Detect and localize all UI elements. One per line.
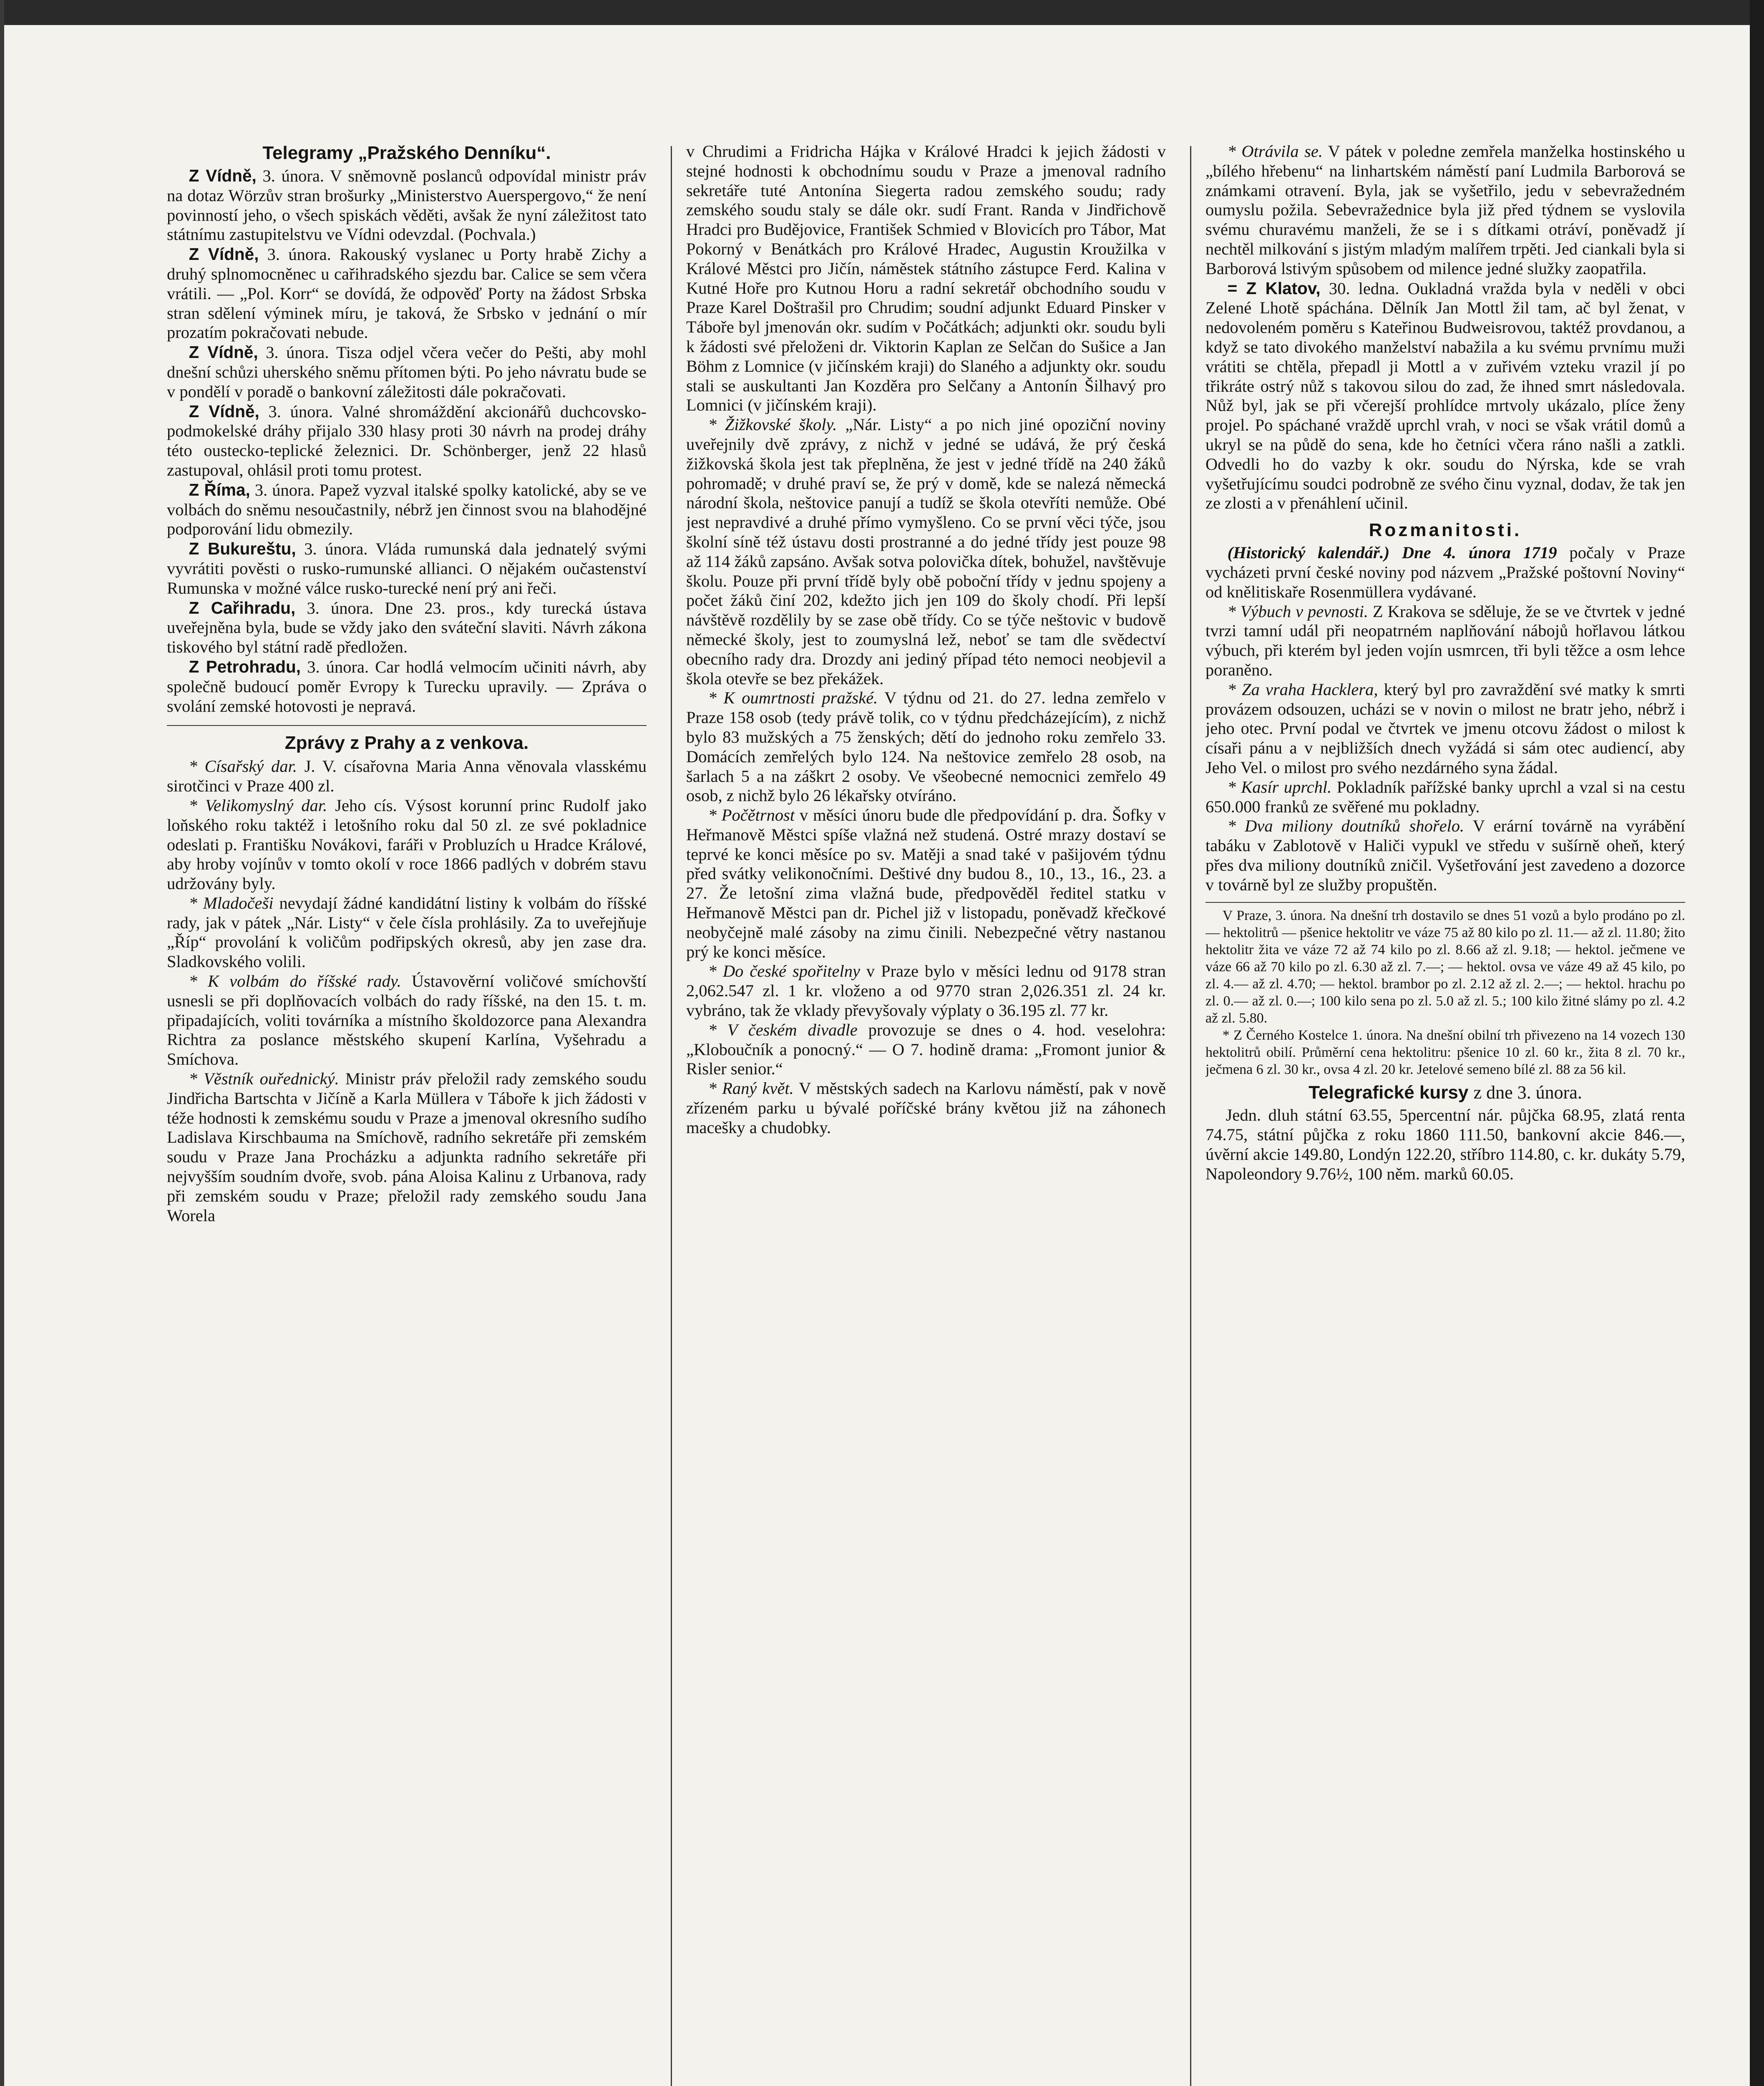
news-item: * Věstník ouřednický. Ministr práv přeložil rady zemského soudu Jindřicha Bartschta v Jičíně a Karla Müllera v Táboře k jich žádosti v téže hodnosti k zemskému soudu v Praze a jmenoval okresního sudího Ladislava Kirschbauma na Smíchově, radního sekretáře při zemském soudu v Praze Jana Procházku a adjunkta radního sekretáře při nejvyšším soudním dvoře, svob. pána Aloisa Kalinu z Urbanova, rady při zemském soudu v Praze; přeložil rady zemského soudu Jana Worela: [167, 1069, 647, 1225]
news-item: * Mladočeši nevydají žádné kandidátní listiny k volbám do říšské rady, jak v pátek „Nár. Listy“ v čele čísla prohlásily. Za to uveřejňuje „Říp“ provolání k voličům podřipských okresů, aby jen zase dra. Sladkovského volili.: [167, 893, 647, 971]
news-item: * Do české spořitelny v Praze bylo v měsíci lednu od 9178 stran 2,062.547 zl. 1 kr. vloženo a od 9770 stran 2,026.351 zl. 24 kr. vybráno, tak že vklady převyšovaly výplaty o 36.195 zl. 77 kr.: [686, 962, 1166, 1020]
telegram-item: Z Říma, 3. února. Papež vyzval italské spolky katolické, aby se ve volbách do sněmu nesoučastnily, nébrž jen činnost svou na blahodějné podporování lidu obmezily.: [167, 480, 647, 539]
news-item: * V českém divadle provozuje se dnes o 4. hod. veselohra: „Kloboučník a ponocný.“ — O 7. hodině drama: „Fromont junior & Risler senior.“: [686, 1020, 1166, 1078]
exchange-rates-text: Jedn. dluh státní 63.55, 5percentní nár. půjčka 68.95, zlatá renta 74.75, státní půjčka z roku 1860 111.50, bankovní akcie 846.—, úvěrní akcie 149.80, Londýn 122.20, stříbro 114.80, c. kr. dukáty 5.79, Napoleondory 9.76½, 100 něm. marků 60.05.: [1205, 1106, 1685, 1183]
news-item: * Žižkovské školy. „Nár. Listy“ a po nich jiné opoziční noviny uveřejnily dvě zprávy, z nichž v jedné se udává, že prý česká žižkovská škola jest tak přeplněna, že jest v jedné třídě na 240 žáků pohromadě; v druhé praví se, že prý v domě, kde se nalezá německá národní škola, neštovice panují a tudíž se škola otevříti nemůže. Obé jest nepravdivé a druhé přímo vymyšleno. Co se první věci týče, jsou školní síně též ústavu dosti prostranné a do jedné třídy jest pouze 98 až 114 žáků zapsáno. Avšak sotva polovička dítek, bohužel, navštěvuje školu. Pouze při první třídě byly obě poboční třídy v jednu spojeny a počet žáků činí 202, kdežto jich jen 109 do školy chodí. Při lepší návštěvě rozdělily by se zase obě třídy. Co se týče neštovic v budově německé školy, jest to zoumyslná lež, neboť se tam dle svědectví obecního rady dra. Drozdy ani jediný případ této nemoci neobjevil a škola otevře se bez překážek.: [686, 415, 1166, 688]
telegram-heading: Telegramy „Pražského Denníku“.: [262, 143, 551, 163]
rozmanitosti-list: [1205, 543, 1685, 894]
news-item: * Raný květ. V městských sadech na Karlovu náměstí, pak v nově zřízeném parku u bývalé poříčské brány květou již na záhonech macešky a chudobky.: [686, 1079, 1166, 1137]
news-item: * Počětrnost v měsíci únoru bude dle předpovídání p. dra. Šofky v Heřmanově Městci spíše vlažná než studená. Ostré mrazy dostaví se teprvé ke konci měsíce po sv. Matěji a snad také v pašijovém týdnu před svátky velikonočními. Deštivé dny budou 8., 10., 13., 16., 23. a 27. Že letošní zima vlažná bude, předpověděl ředitel statku v Heřmanově Městci pan dr. Pichel již v listopadu, poněvadž křečkové neobyčejně malé zásoby na zimu činili. Nebezpečné větry nastanou prý ke konci měsíce.: [686, 806, 1166, 961]
news-item: * K oumrtnosti pražské. V týdnu od 21. do 27. ledna zemřelo v Praze 158 osob (tedy právě tolik, co v týdnu předcházejícím), z nichž bylo 83 mužských a 75 ženských; dětí do jednoho roku zemřelo 33. Domácích zemřelých bylo 124. Na neštovice zemřelo 28 osob, na šarlach 5 a na záškrt 2 osoby. Ve všeobecné nemocnici zemřelo 49 osob, z nichž bylo 26 lékařsky otvíráno.: [686, 688, 1166, 805]
exchange-rates-date: z dne 3. února.: [1473, 1082, 1582, 1103]
column-2: [686, 142, 1166, 2086]
news-item: * Císařský dar. J. V. císařovna Maria Anna věnovala vlasskému sirotčinci v Praze 400 zl.: [167, 757, 647, 796]
news-item: * Velikomyslný dar. Jeho cís. Výsost korunní princ Rudolf jako loňského roku taktéž i letošního roku dal 50 zl. ze své pokladnice odeslati p. Františku Novákovi, faráři v Probluzích u Hradce Králové, aby hroby vojínův v tomto okolí v roce 1866 padlých v dobrém stavu udržovány byly.: [167, 796, 647, 893]
local-news-list: [167, 757, 647, 1225]
scan-left-edge: [0, 0, 4, 2086]
rozmanitosti-heading: Rozmanitosti.: [1369, 520, 1522, 541]
exchange-rates: [1205, 1081, 1685, 1184]
telegram-item: Z Vídně, 3. února. Rakouský vyslanec u Porty hrabě Zichy a druhý splnomocněnec u cařihradského sjezdu bar. Calice se sem včera vrátili. — „Pol. Korr“ se dovídá, že odpověď Porty na žádost Srbska stran sdělení výminek míru, je taková, že Srbsko v jednání o mír prozatím pokračovati nebude.: [167, 244, 647, 342]
newspaper-page: [167, 142, 1685, 2086]
column-rule: [671, 146, 672, 2086]
rozmanitosti-item: * Za vraha Hacklera, který byl pro zavraždění své matky k smrti provázem odsouzen, ucházi se v novin o milost ne bratr jeho, nébrž i jeho otec. První podal ve čtvrtek ve jmenu otcovu žádost o milost k císaři pánu a v nejbližších dnech vyžádá si sám otec audiencí, aby Jeho Vel. o milost pro svého nezdárného syna žádal.: [1205, 680, 1685, 777]
column-3: [1205, 142, 1685, 2086]
news-item: * K volbám do říšské rady. Ústavověrní voličové smíchovští usnesli se při doplňovacích volbách do rady říšské, na den 15. t. m. připadajících, voliti továrníka a místního školdozorce pana Alexandra Richtra za poslance městského skupení Karlína, Vyšehradu a Smíchova.: [167, 972, 647, 1069]
rozmanitosti-item: * Výbuch v pevnosti. Z Krakova se sděluje, že se ve čtvrtek v jedné tvrzi tamní udál při neopatrném naplňování nábojů hořlavou látkou výbuch, při kterém byl jeden vojín usmrcen, tři byli těžce a osm lehce poraněno.: [1205, 602, 1685, 679]
rozmanitosti-item: (Historický kalendář.) Dne 4. února 1719 počaly v Praze vycházeti první české noviny pod názvem „Pražské poštovní Noviny“ od knělitiskaře Rosenmüllera vydávané.: [1205, 543, 1685, 601]
scan-right-edge: [1750, 0, 1764, 2086]
scan-top-edge: [0, 0, 1764, 25]
telegram-item: Z Vídně, 3. února. Valné shromáždění akcionářů duchcovsko-podmokelské dráhy přijalo 330 hlasy proti 30 návrh na prodej dráhy této oustecko-teplické železnici. Dr. Schönberger, jenž 22 hlasů zastupoval, ohlásil proti tomu protest.: [167, 401, 647, 479]
exchange-rates-heading: Telegrafické kursy z dne 3. února.: [1309, 1082, 1582, 1103]
news-item: = Z Klatov, 30. ledna. Oukladná vražda byla v neděli v obci Zelené Lhotě spáchána. Dělník Jan Mottl žil tam, ač byl ženat, v nedovoleném poměru s Kateřinou Budweisrovou, taktéž provdanou, a když se tato divokého manželství nabažila a ku svému prvnímu muži vrátiti se chtěla, přepadl ji Mottl a v zuřivém vzteku vrazil jí po třikráte ostrý nůž s takovou silou do zad, že ihned smrt následovala. Nůž byl, jak se při včerejší prohlídce mrtvoly ukázalo, plíce ženy projel. Po spáchané vraždě uprchl vrah, v noci se však vrátil domů a ukryl se na půdě do sena, kde ho četníci včera ráno našli a zatkli. Odvedli ho do vazby k okr. soudu do Nýrska, kde se vrah vyšetřujícímu soudci podrobně ze svého činu vyznal, dodav, že tak jen ze zlosti a v přenáhlení učinil.: [1205, 278, 1685, 513]
telegram-item: Z Vídně, 3. února. V sněmovně poslanců odpovídal ministr práv na dotaz Wörzův stran brošurky „Ministerstvo Auerspergovo,“ že není povinností jeho, o všech spiskách věděti, avšak že nyní záležitost tato státnímu zastupitelstvu ve Vídni odevzdal. (Pochvala.): [167, 166, 647, 244]
column-rule: [1190, 146, 1191, 2086]
news-item: v Chrudimi a Fridricha Hájka v Králové Hradci k jejich žádosti v stejné hodnosti k obchodnímu soudu v Praze a jmenoval radního sekretáře tuté Antonína Siegerta radou zemského soudu; rady zemského soudu staly se dále okr. sudí Frant. Randa v Jindřichově Hradci pro Budějovice, František Schmied v Blovicích pro Tábor, Mat Pokorný v Benátkách pro Králové Hradec, Augustin Kroužilka v Králové Městci pro Jičín, náměstek státního zástupce Ferd. Kalina v Kutné Hoře pro Kutnou Horu a radní sekretář obchodního soudu v Praze Karel Doštrašil pro Chrudim; soudní adjunkt Eduard Pinsker v Táboře byl jmenován okr. sudím v Počátkách; adjunkti okr. soudu byli k žádosti své přeloženi dr. Viktorin Kaplan ze Selčan do Sušice a Jan Böhm z Lomnice (v jičínském kraji) do Slaného a adjunkty okr. soudu stali se auskultanti Jan Kozděra pro Selčany a Antonín Šilhavý pro Lomnici (v jičínském kraji).: [686, 142, 1166, 415]
column-1: [167, 142, 647, 2086]
telegram-item: Z Bukureštu, 3. února. Vláda rumunská dala jednatelý svými vyvrátiti pověsti o rusko-rumunské allianci. O nějakém oučastenství Rumunska v možné válce rusko-turecké není prý ani řeči.: [167, 539, 647, 597]
market-item: * Z Černého Kostelce 1. února. Na dnešní obilní trh přivezeno na 14 vozech 130 hektolitrů obilí. Průměrní cena hektolitru: pšenice 10 zl. 60 kr., žita 8 zl. 70 kr., ječmena 6 zl. 30 kr., ovsa 4 zl. 20 kr. Jetelové semeno bílé zl. 88 za 56 kil.: [1205, 1028, 1685, 1078]
rozmanitosti-item: * Dva miliony doutníků shořelo. V erární továrně na vyrábění tabáku v Zablotově v Haliči vypukl ve středu v sušírně oheň, který přes dva miliony doutníků zničil. Vyšetřování jest zavedeno a dozorce v továrně byl ze služby propuštěn.: [1205, 816, 1685, 894]
telegram-item: Z Cařihradu, 3. února. Dne 23. pros., kdy turecká ústava uveřejněna byla, bude se vždy jako den sváteční slaviti. Návrh zákona tiskového byl státní radě předložen.: [167, 598, 647, 657]
market-item: V Praze, 3. února. Na dnešní trh dostavilo se dnes 51 vozů a bylo prodáno po zl. — hektolitrů — pšenice hektolitr ve váze 75 až 80 kilo po zl. 11.— až zl. 11.80; žito hektolitr žita ve váze 72 až 74 kilo po zl. 8.66 až zl. 9.18; — hektol. ječmene ve váze 66 až 70 kilo po zl. 6.30 až zl. 7.—; — hektol. ovsa ve váze 49 až 45 kilo, po zl. 4.— až zl. 4.70; — hektol. brambor po zl. 2.12 až zl. 2.—; — hektol. hrachu po zl. 0.— až zl. 0.—; 100 kilo sena po zl. 5.0 až zl. 5.; 100 kilo žitné slámy po zl. 4.2 až zl. 5.80.: [1205, 908, 1685, 1026]
telegram-list: [167, 166, 647, 716]
rozmanitosti-item: * Kasír uprchl. Pokladník pařížské banky uprchl a vzal si na cestu 650.000 franků ze svěřené mu pokladny.: [1205, 777, 1685, 816]
telegram-item: Z Vídně, 3. února. Tisza odjel včera večer do Pešti, aby mohl dnešní schůzi uherského sněmu přítomen býti. Po jeho návratu bude se v pondělí v poradě o bankovní záležitosti dále pokračovati.: [167, 343, 647, 401]
telegram-item: Z Petrohradu, 3. února. Car hodlá velmocím učiniti návrh, aby společně budoucí poměr Evropy k Turecku upravily. — Zpráva o svolání zemské hotovosti je nepravá.: [167, 657, 647, 715]
market-report: [1205, 902, 1685, 1078]
news-item: * Otrávila se. V pátek v poledne zemřela manželka hostinského u „bílého hřebenu“ na linhartském náměstí paní Ludmila Barborová se známkami otravení. Byla, jak se vyšetřilo, jedu v sebevražedném oumyslu požila. Sebevražednice byla již před týdnem se vyslovila svému churavému manželi, že se i s dítkami otráví, poněvadž jí nechtěl milkování s jistým mladým malířem trpěti. Jed ciankali byla si Barborová lstivým spůsobem od milence jedné služky zaopatřila.: [1205, 142, 1685, 278]
local-news-heading: Zprávy z Prahy a z venkova.: [167, 725, 647, 754]
